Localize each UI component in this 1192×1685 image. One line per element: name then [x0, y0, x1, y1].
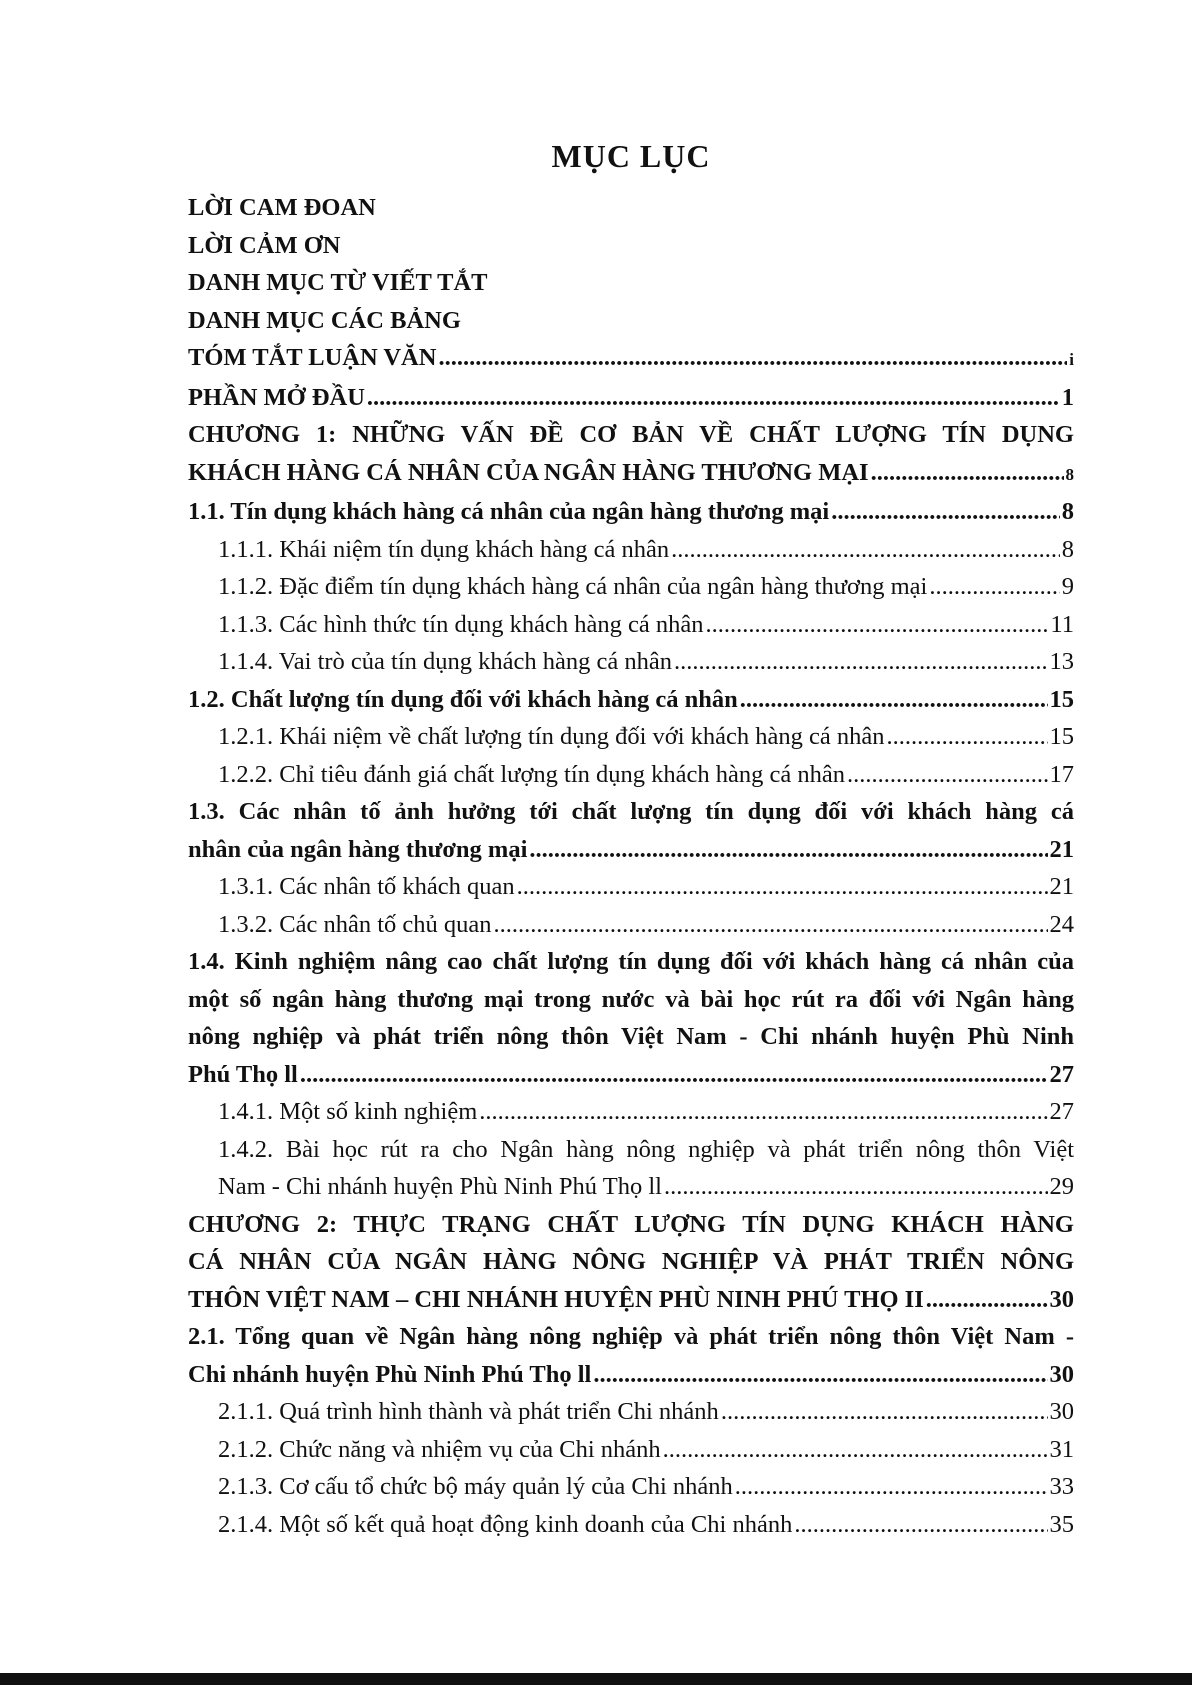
toc-dot-leader: [529, 831, 1047, 869]
toc-page-number: 8: [1061, 535, 1074, 563]
toc-entry-line: 1.1.2. Đặc điểm tín dụng khách hàng cá nhân của ngân hàng thương mại: [218, 573, 928, 600]
toc-entry-line: 1.1.3. Các hình thức tín dụng khách hàng cá nhân: [218, 610, 704, 638]
toc-page-number: 24: [1049, 910, 1074, 938]
toc-entry-line: DANH MỤC CÁC BẢNG: [188, 306, 461, 334]
toc-entry-line: 2.1.1. Quá trình hình thành và phát triển Chi nhánh: [218, 1398, 719, 1425]
toc-page-number: 31: [1049, 1435, 1074, 1463]
toc-dot-leader: [929, 568, 1059, 606]
toc-page-number: 8: [1065, 464, 1074, 484]
toc-page-number: 27: [1049, 1060, 1074, 1088]
toc-page-number: 33: [1049, 1473, 1074, 1500]
toc-entry[interactable]: [188, 1318, 1074, 1393]
toc-entry[interactable]: [188, 493, 1074, 531]
toc-entry[interactable]: [188, 379, 1074, 417]
toc-entry[interactable]: [188, 227, 1074, 265]
toc-entry[interactable]: [188, 531, 1074, 569]
toc-dot-leader: [735, 1468, 1048, 1506]
toc-entry-line: LỜI CẢM ƠN: [188, 231, 341, 259]
toc-page-number: 8: [1061, 498, 1074, 525]
toc-entry[interactable]: [188, 568, 1074, 606]
toc-entry-line: 2.1. Tổng quan về Ngân hàng nông nghiệp và phát triển nông thôn Việt Nam -: [188, 1323, 1074, 1350]
toc-page-number: 29: [1049, 1173, 1074, 1200]
toc-page-number: 9: [1061, 573, 1074, 600]
toc-page-number: 30: [1049, 1360, 1074, 1388]
toc-entry-line: 1.4. Kinh nghiệm nâng cao chất lượng tín dụng đối với khách hàng cá nhân của: [188, 948, 1074, 975]
toc-dot-leader: [479, 1093, 1047, 1131]
toc-list: [188, 189, 1074, 1543]
toc-dot-leader: [721, 1393, 1048, 1431]
toc-entry-line: 1.2. Chất lượng tín dụng đối với khách hàng cá nhân: [188, 685, 738, 713]
toc-page-number: 30: [1049, 1398, 1074, 1425]
toc-entry-line: 1.4.2. Bài học rút ra cho Ngân hàng nông nghiệp và phát triển nông thôn Việt: [218, 1135, 1074, 1163]
toc-entry-line: Phú Thọ ll: [188, 1060, 298, 1088]
toc-entry[interactable]: [188, 643, 1074, 681]
toc-entry[interactable]: [188, 264, 1074, 302]
toc-entry-line: DANH MỤC TỪ VIẾT TẮT: [188, 269, 488, 296]
toc-page-number: 27: [1049, 1098, 1074, 1125]
toc-entry[interactable]: [188, 1393, 1074, 1431]
toc-dot-leader: [871, 454, 1064, 492]
toc-page-number: 35: [1049, 1510, 1074, 1538]
toc-entry-line: 1.3. Các nhân tố ảnh hưởng tới chất lượng tín dụng đối với khách hàng cá: [188, 798, 1074, 825]
toc-entry[interactable]: [188, 681, 1074, 719]
toc-entry[interactable]: [188, 1506, 1074, 1544]
toc-entry[interactable]: [188, 189, 1074, 227]
toc-page: [188, 138, 1074, 1543]
toc-entry[interactable]: [188, 1093, 1074, 1131]
toc-entry-line: KHÁCH HÀNG CÁ NHÂN CỦA NGÂN HÀNG THƯƠNG MẠI: [188, 458, 869, 486]
toc-entry-line: THÔN VIỆT NAM – CHI NHÁNH HUYỆN PHÙ NINH PHÚ THỌ II: [188, 1285, 924, 1313]
toc-entry[interactable]: [188, 756, 1074, 794]
toc-entry[interactable]: [188, 1431, 1074, 1469]
toc-dot-leader: [794, 1506, 1047, 1544]
toc-entry[interactable]: [188, 943, 1074, 1093]
toc-entry-line: 1.3.2. Các nhân tố chủ quan: [218, 910, 492, 938]
toc-page-number: 17: [1049, 760, 1074, 788]
toc-entry-line: LỜI CAM ĐOAN: [188, 194, 376, 221]
toc-dot-leader: [300, 1056, 1048, 1094]
toc-entry-line: một số ngân hàng thương mại trong nước và bài học rút ra đối với Ngân hàng: [188, 985, 1074, 1013]
toc-dot-leader: [740, 681, 1048, 719]
toc-page-number: 15: [1049, 685, 1074, 713]
toc-entry[interactable]: [188, 906, 1074, 944]
toc-entry-line: 2.1.4. Một số kết quả hoạt động kinh doanh của Chi nhánh: [218, 1510, 793, 1538]
toc-entry[interactable]: [188, 793, 1074, 868]
toc-entry[interactable]: [188, 302, 1074, 340]
toc-entry-line: Nam - Chi nhánh huyện Phù Ninh Phú Thọ ll: [218, 1173, 662, 1200]
toc-entry[interactable]: [188, 416, 1074, 493]
toc-entry-line: nhân của ngân hàng thương mại: [188, 835, 528, 863]
toc-entry[interactable]: [188, 339, 1074, 379]
toc-page-number: i: [1069, 350, 1074, 369]
toc-title: MỤC LỤC: [551, 138, 711, 174]
toc-page-number: 30: [1049, 1285, 1074, 1313]
page-bottom-edge: [0, 1673, 1192, 1685]
toc-entry[interactable]: [188, 606, 1074, 644]
toc-dot-leader: [494, 906, 1048, 944]
toc-dot-leader: [663, 1431, 1048, 1469]
toc-entry-line: 1.1.1. Khái niệm tín dụng khách hàng cá nhân: [218, 535, 670, 563]
toc-page-number: 1: [1061, 383, 1074, 411]
toc-entry-line: CÁ NHÂN CỦA NGÂN HÀNG NÔNG NGHIỆP VÀ PHÁT TRIỂN NÔNG: [188, 1248, 1074, 1275]
toc-dot-leader: [671, 531, 1060, 569]
toc-entry[interactable]: [188, 718, 1074, 756]
toc-entry-line: PHẦN MỞ ĐẦU: [188, 383, 365, 411]
toc-page-number: 21: [1049, 835, 1074, 863]
toc-entry-line: 1.4.1. Một số kinh nghiệm: [218, 1098, 478, 1125]
toc-dot-leader: [593, 1356, 1047, 1394]
toc-entry-line: 1.3.1. Các nhân tố khách quan: [218, 873, 515, 900]
toc-entry[interactable]: [188, 1131, 1074, 1206]
toc-entry-line: CHƯƠNG 2: THỰC TRẠNG CHẤT LƯỢNG TÍN DỤNG KHÁCH HÀNG: [188, 1210, 1074, 1238]
toc-page-number: 11: [1050, 610, 1074, 638]
toc-dot-leader: [705, 606, 1048, 644]
toc-entry-line: nông nghiệp và phát triển nông thôn Việt Nam - Chi nhánh huyện Phù Ninh: [188, 1023, 1074, 1050]
toc-entry-line: TÓM TẮT LUẬN VĂN: [188, 344, 437, 371]
toc-page-number: 21: [1049, 873, 1074, 900]
toc-page-number: 13: [1049, 648, 1074, 675]
toc-entry-line: 1.2.2. Chỉ tiêu đánh giá chất lượng tín dụng khách hàng cá nhân: [218, 760, 846, 788]
toc-entry[interactable]: [188, 1206, 1074, 1319]
toc-page-number: 15: [1049, 723, 1074, 750]
toc-dot-leader: [674, 643, 1047, 681]
toc-dot-leader: [517, 868, 1048, 906]
toc-dot-leader: [367, 379, 1060, 417]
toc-entry-line: 1.1. Tín dụng khách hàng cá nhân của ngân hàng thương mại: [188, 498, 830, 525]
toc-entry[interactable]: [188, 1468, 1074, 1506]
toc-dot-leader: [887, 718, 1048, 756]
toc-dot-leader: [926, 1281, 1048, 1319]
toc-entry-line: 2.1.2. Chức năng và nhiệm vụ của Chi nhánh: [218, 1435, 661, 1463]
toc-entry-line: 2.1.3. Cơ cấu tổ chức bộ máy quản lý của Chi nhánh: [218, 1473, 733, 1500]
toc-entry-line: 1.1.4. Vai trò của tín dụng khách hàng cá nhân: [218, 648, 673, 675]
toc-dot-leader: [847, 756, 1047, 794]
toc-entry-line: 1.2.1. Khái niệm về chất lượng tín dụng đối với khách hàng cá nhân: [218, 723, 885, 750]
toc-dot-leader: [831, 493, 1060, 531]
toc-entry-line: Chi nhánh huyện Phù Ninh Phú Thọ ll: [188, 1360, 592, 1388]
toc-entry[interactable]: [188, 868, 1074, 906]
toc-dot-leader: [438, 339, 1067, 377]
toc-dot-leader: [664, 1168, 1048, 1206]
toc-entry-line: CHƯƠNG 1: NHỮNG VẤN ĐỀ CƠ BẢN VỀ CHẤT LƯỢNG TÍN DỤNG: [188, 421, 1074, 448]
